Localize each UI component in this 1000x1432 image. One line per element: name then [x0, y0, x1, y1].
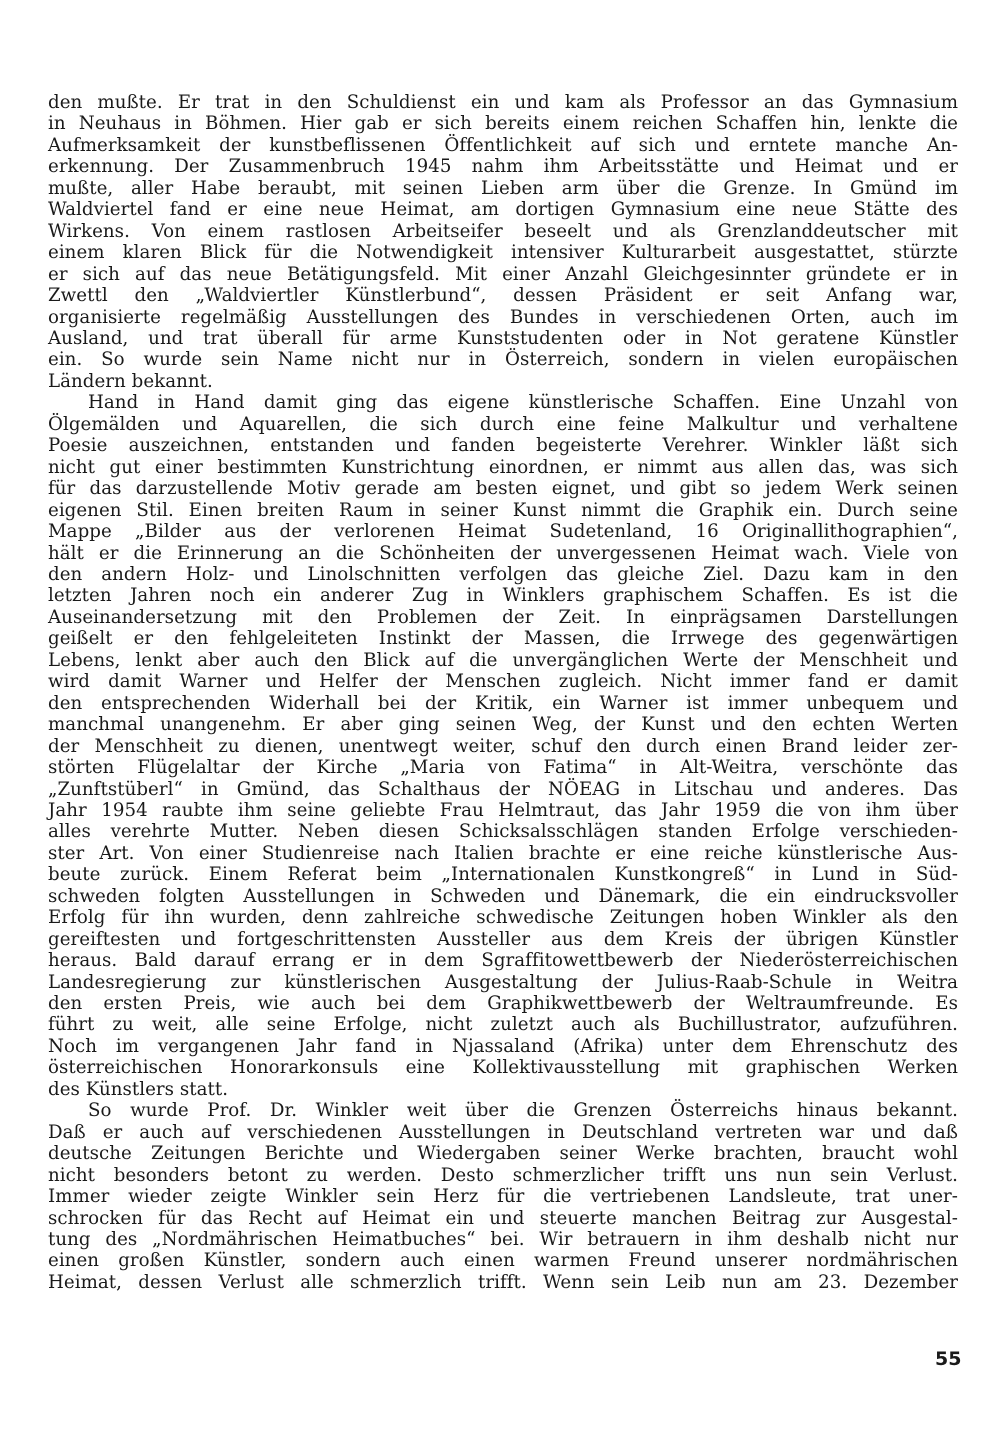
text-line: schrocken für das Recht auf Heimat ein und steuerte manchen Beitrag zur Ausgestal-: [48, 1207, 958, 1229]
text-line: des Künstlers statt.: [48, 1078, 229, 1100]
paragraph-1: [48, 92, 958, 392]
text-line: letzten Jahren noch ein anderer Zug in Winklers graphischem Schaffen. Es ist die: [48, 585, 958, 607]
text-line: Poesie auszeichnen, entstanden und fanden begeisterte Verehrer. Winkler läßt sich: [48, 435, 958, 457]
text-line: den entsprechenden Widerhall bei der Kritik, ein Warner ist immer unbequem und: [48, 692, 958, 714]
text-line: Lebens, lenkt aber auch den Blick auf die unvergänglichen Werte der Menschheit und: [48, 649, 958, 671]
text-line: Heimat, dessen Verlust alle schmerzlich trifft. Wenn sein Leib nun am 23. Dezember: [48, 1271, 958, 1293]
text-line: Auseinandersetzung mit den Problemen der Zeit. In einprägsamen Darstellungen: [48, 606, 958, 628]
text-line: hält er die Erinnerung an die Schönheiten der unvergessenen Heimat wach. Viele von: [48, 542, 958, 564]
text-line: Ölgemälden und Aquarellen, die sich durch eine feine Malkultur und verhaltene: [48, 413, 958, 435]
text-line: heraus. Bald darauf errang er in dem Sgraffitowettbewerb der Niederösterreichischen: [48, 950, 958, 972]
text-line: den mußte. Er trat in den Schuldienst ein und kam als Professor an das Gymnasium: [48, 92, 958, 113]
paragraph-2: [48, 392, 958, 1100]
text-line: Zwettl den „Waldviertler Künstlerbund“, dessen Präsident er seit Anfang war,: [48, 285, 958, 307]
text-line: eigenen Stil. Einen breiten Raum in seiner Kunst nimmt die Graphik ein. Durch seine: [48, 499, 958, 521]
text-line: Wirkens. Von einem rastlosen Arbeitseifer beseelt und als Grenzlanddeutscher mit: [48, 220, 958, 242]
text-line: „Zunftstüberl“ in Gmünd, das Schalthaus der NÖEAG in Litschau und anderes. Das: [48, 778, 958, 800]
text-line: einen großen Künstler, sondern auch einen warmen Freund unserer nordmährischen: [48, 1250, 958, 1272]
page-number: 55: [935, 1348, 962, 1370]
text-line: ster Art. Von einer Studienreise nach Italien brachte er eine reiche künstlerische Aus-: [48, 842, 958, 864]
text-line: den ersten Preis, wie auch bei dem Graphikwettbewerb der Weltraumfreunde. Es: [48, 993, 958, 1015]
text-line: den andern Holz- und Linolschnitten verfolgen das gleiche Ziel. Dazu kam in den: [48, 563, 958, 585]
text-line: Daß er auch auf verschiedenen Ausstellungen in Deutschland vertreten war und daß: [48, 1121, 958, 1143]
text-line: für das darzustellende Motiv gerade am besten eignet, und gibt so jedem Werk seinen: [48, 478, 958, 500]
text-line: störten Flügelaltar der Kirche „Maria von Fatima“ in Alt-Weitra, verschönte das: [48, 757, 958, 779]
document-page: [48, 92, 958, 1293]
text-line: Erfolg für ihn wurden, denn zahlreiche schwedische Zeitungen hoben Winkler als den: [48, 907, 958, 929]
text-line: wird damit Warner und Helfer der Menschen zugleich. Nicht immer fand er damit: [48, 671, 958, 693]
text-line: gereiftesten und fortgeschrittensten Aussteller aus dem Kreis der übrigen Künstler: [48, 928, 958, 950]
text-line: Immer wieder zeigte Winkler sein Herz für die vertriebenen Landsleute, trat uner-: [48, 1186, 958, 1208]
text-line: Hand in Hand damit ging das eigene künstlerische Schaffen. Eine Unzahl von: [88, 392, 958, 414]
text-line: alles verehrte Mutter. Neben diesen Schicksalsschlägen standen Erfolge verschieden-: [48, 821, 958, 843]
paragraph-3: [48, 1100, 958, 1293]
text-line: geißelt er den fehlgeleiteten Instinkt der Massen, die Irrwege des gegenwärtigen: [48, 628, 958, 650]
text-line: manchmal unangenehm. Er aber ging seinen Weg, der Kunst und den echten Werten: [48, 714, 958, 736]
text-line: der Menschheit zu dienen, unentwegt weiter, schuf den durch einen Brand leider zer-: [48, 735, 958, 757]
text-line: nicht besonders betont zu werden. Desto schmerzlicher trifft uns nun sein Verlust.: [48, 1164, 958, 1186]
text-line: mußte, aller Habe beraubt, mit seinen Lieben arm über die Grenze. In Gmünd im: [48, 177, 958, 199]
text-line: erkennung. Der Zusammenbruch 1945 nahm ihm Arbeitsstätte und Heimat und er: [48, 156, 958, 178]
text-line: Noch im vergangenen Jahr fand in Njassaland (Afrika) unter dem Ehrenschutz des: [48, 1035, 958, 1057]
text-line: Ausland, und trat überall für arme Kunststudenten oder in Not geratene Künstler: [48, 327, 958, 349]
text-line: deutsche Zeitungen Berichte und Wiedergaben seiner Werke brachten, braucht wohl: [48, 1143, 958, 1165]
text-line: Landesregierung zur künstlerischen Ausgestaltung der Julius-Raab-Schule in Weitra: [48, 971, 958, 993]
text-line: er sich auf das neue Betätigungsfeld. Mit einer Anzahl Gleichgesinnter gründete er in: [48, 263, 958, 285]
text-line: nicht gut einer bestimmten Kunstrichtung einordnen, er nimmt aus allen das, was sich: [48, 456, 958, 478]
text-line: schweden folgten Ausstellungen in Schweden und Dänemark, die ein eindrucksvoller: [48, 885, 958, 907]
text-line: in Neuhaus in Böhmen. Hier gab er sich bereits einem reichen Schaffen hin, lenkte die: [48, 113, 958, 135]
text-line: Ländern bekannt.: [48, 370, 213, 392]
text-line: führt zu weit, alle seine Erfolge, nicht zuletzt auch als Buchillustrator, aufzuführen.: [48, 1014, 958, 1036]
text-line: ein. So wurde sein Name nicht nur in Österreich, sondern in vielen europäischen: [48, 349, 958, 371]
text-line: Waldviertel fand er eine neue Heimat, am dortigen Gymnasium eine neue Stätte des: [48, 199, 958, 221]
text-line: Aufmerksamkeit der kunstbeflissenen Öffentlichkeit auf sich und erntete manche An-: [48, 134, 958, 156]
text-line: So wurde Prof. Dr. Winkler weit über die Grenzen Österreichs hinaus bekannt.: [88, 1100, 958, 1122]
text-line: österreichischen Honorarkonsuls eine Kollektivausstellung mit graphischen Werken: [48, 1057, 958, 1079]
text-line: einem klaren Blick für die Notwendigkeit intensiver Kulturarbeit ausgestattet, stürzte: [48, 242, 958, 264]
text-line: tung des „Nordmährischen Heimatbuches“ bei. Wir betrauern in ihm deshalb nicht nur: [48, 1229, 958, 1251]
text-line: beute zurück. Einem Referat beim „Internationalen Kunstkongreß“ in Lund in Süd-: [48, 864, 958, 886]
text-line: Jahr 1954 raubte ihm seine geliebte Frau Helmtraut, das Jahr 1959 die von ihm über: [48, 799, 958, 821]
text-line: organisierte regelmäßig Ausstellungen des Bundes in verschiedenen Orten, auch im: [48, 306, 958, 328]
text-line: Mappe „Bilder aus der verlorenen Heimat Sudetenland, 16 Originallithographien“,: [48, 521, 958, 543]
